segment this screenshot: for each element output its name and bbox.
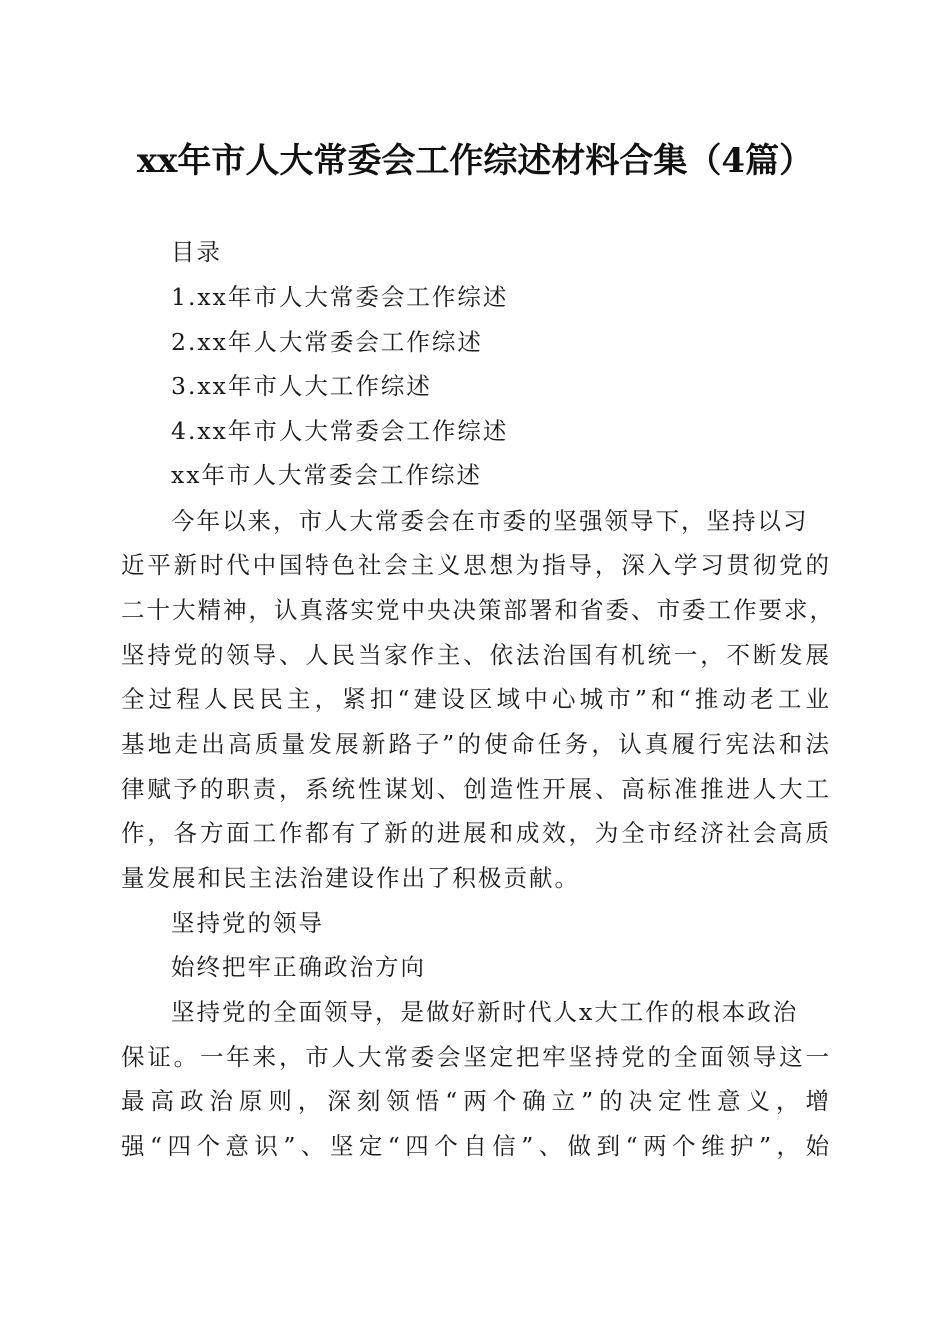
toc-item-1: 1.xx年市人大常委会工作综述 — [171, 283, 509, 311]
paragraph1-line: 二十大精神，认真落实党中央决策部署和省委、市委工作要求， — [121, 596, 835, 624]
document-title: xx年市人大常委会工作综述材料合集（4篇） — [136, 141, 814, 181]
paragraph1-line: 基地走出高质量发展新路子”的使命任务，认真履行宪法和法 — [121, 730, 831, 758]
paragraph1-line: 量发展和民主法治建设作出了积极贡献。 — [121, 864, 580, 892]
paragraph1-line: 坚持党的领导、人民当家作主、依法治国有机统一，不断发展 — [121, 641, 831, 669]
section-title: xx年市人大常委会工作综述 — [171, 461, 483, 489]
toc-item-4: 4.xx年市人大常委会工作综述 — [171, 417, 509, 445]
paragraph1-line: 律赋予的职责，系统性谋划、创造性开展、高标准推进人大工 — [121, 775, 831, 803]
paragraph1-line: 全过程人民民主，紧扣“建设区域中心城市”和“推动老工业 — [121, 685, 831, 713]
toc-item-2: 2.xx年人大常委会工作综述 — [171, 328, 483, 356]
toc-item-3: 3.xx年市人大工作综述 — [171, 372, 432, 400]
paragraph1-line: 作，各方面工作都有了新的进展和成效，为全市经济社会高质 — [121, 819, 831, 847]
paragraph2-line: 坚持党的全面领导，是做好新时代人x大工作的根本政治 — [171, 998, 799, 1026]
paragraph2-line: 强“四个意识”、坚定“四个自信”、做到“两个维护”，始 — [121, 1132, 831, 1160]
heading-party-leadership: 坚持党的领导 — [171, 909, 324, 937]
paragraph1-line: 近平新时代中国特色社会主义思想为指导，深入学习贯彻党的 — [121, 551, 831, 579]
heading-political-direction: 始终把牢正确政治方向 — [171, 953, 426, 981]
paragraph2-line: 最高政治原则，深刻领悟“两个确立”的决定性意义，增 — [121, 1087, 831, 1115]
paragraph1-line: 今年以来，市人大常委会在市委的坚强领导下，坚持以习 — [171, 507, 809, 535]
toc-heading: 目录 — [171, 238, 222, 266]
paragraph2-line: 保证。一年来，市人大常委会坚定把牢坚持党的全面领导这一 — [121, 1043, 831, 1071]
